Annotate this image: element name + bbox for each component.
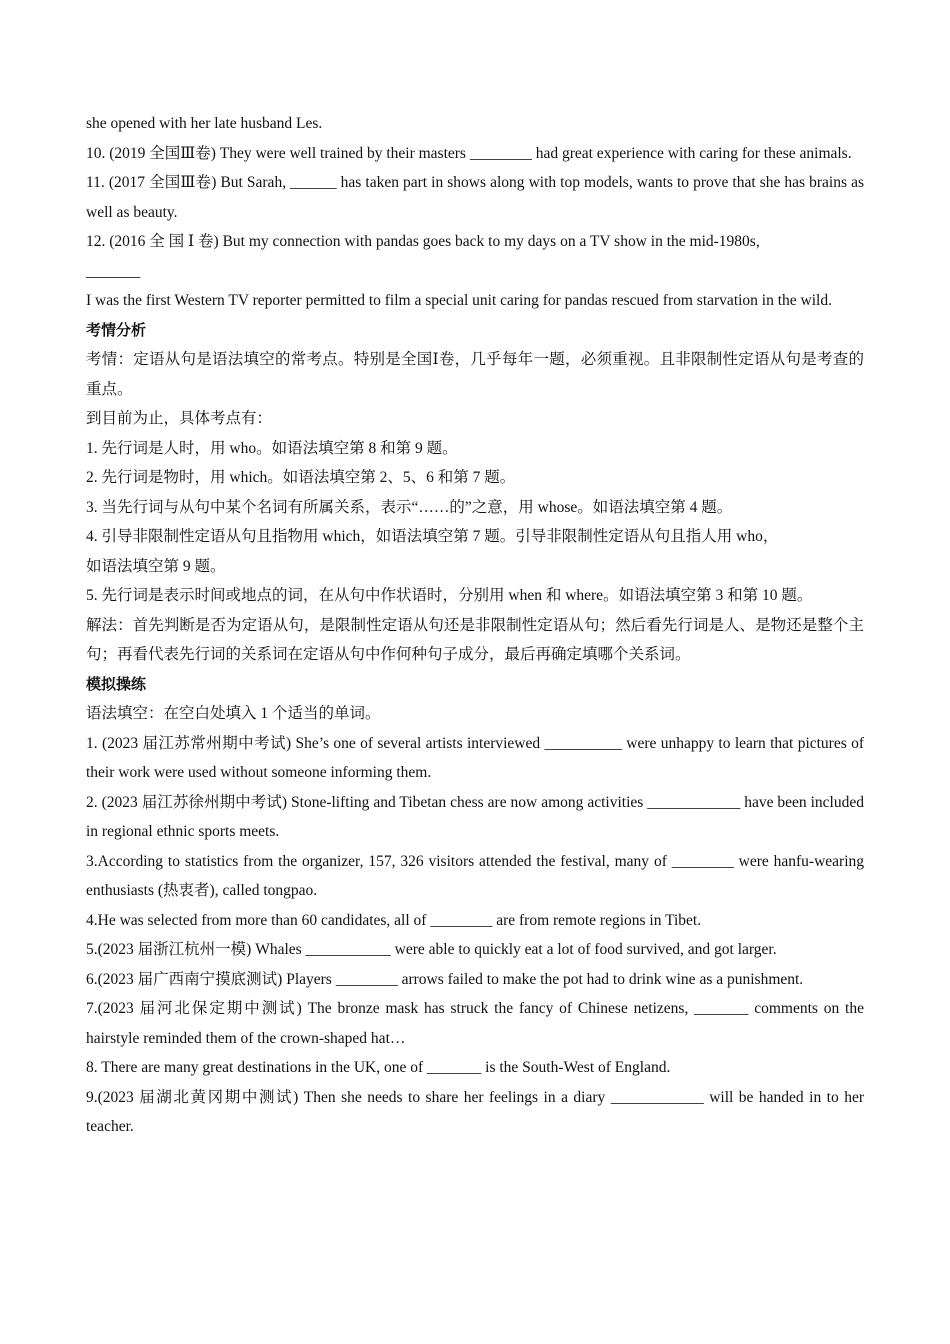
continued-sentence: she opened with her late husband Les.	[86, 115, 323, 132]
analysis-point-5: 5. 先行词是表示时间或地点的词，在从句中作状语时，分别用 when 和 where。如语法填空第 3 和第 10 题。	[86, 587, 813, 604]
analysis-lead: 到目前为止，具体考点有：	[86, 410, 273, 427]
practice-item-4: 4.He was selected from more than 60 candidates, all of ________ are from remote regions in Tibet.	[86, 911, 702, 929]
analysis-point-4-line1: 4. 引导非限制性定语从句且指物用 which，如语法填空第 7 题。引导非限制性定语从句且指人用 who，	[86, 528, 779, 545]
practice-heading: 模拟操练	[86, 674, 147, 693]
document-body	[86, 109, 864, 1142]
analysis-method: 解法：首先判断是否为定语从句，是限制性定语从句还是非限制性定语从句；然后看先行词是人、是物还是整个主句；再看代表先行词的关系词在定语从句中作何种句子成分，最后再确定填哪个关系词。	[86, 616, 864, 663]
question-12-rest: I was the first Western TV reporter permitted to film a special unit caring for pandas rescued from starvation in the wild.	[86, 292, 832, 309]
analysis-point-3: 3. 当先行词与从句中某个名词有所属关系，表示“……的”之意，用 whose。如语法填空第 4 题。	[86, 498, 733, 516]
question-11: 11. (2017 全国Ⅲ卷) But Sarah, ______ has taken part in shows along with top models, wants to prove that she has brains as well as beauty.	[86, 174, 864, 221]
practice-item-2: 2. (2023 届江苏徐州期中考试) Stone-lifting and Tibetan chess are now among activities ____________ have been included in regional ethnic sports meets.	[86, 793, 864, 840]
practice-item-5: 5.(2023 届浙江杭州一模) Whales ___________ were able to quickly eat a lot of food survived, and got larger.	[86, 941, 777, 958]
practice-instruction: 语法填空：在空白处填入 1 个适当的单词。	[86, 705, 381, 722]
practice-item-3: 3.According to statistics from the organizer, 157, 326 visitors attended the festival, many of ________ were hanfu-wearing enthusiasts (热衷者), called tongpao.	[86, 852, 864, 899]
question-12-blank: _______	[86, 262, 141, 280]
practice-item-1: 1. (2023 届江苏常州期中考试) She’s one of several artists interviewed __________ were unhappy to learn that pictures of their work were used without someone informing them.	[86, 734, 864, 781]
analysis-intro: 考情：定语从句是语法填空的常考点。特别是全国Ⅰ卷，几乎每年一题，必须重视。且非限制性定语从句是考查的重点。	[86, 351, 864, 398]
practice-item-6: 6.(2023 届广西南宁摸底测试) Players ________ arrows failed to make the pot had to drink wine as a punishment.	[86, 970, 804, 988]
analysis-point-1: 1. 先行词是人时，用 who。如语法填空第 8 和第 9 题。	[86, 439, 458, 457]
practice-item-8: 8. There are many great destinations in the UK, one of _______ is the South-West of England.	[86, 1059, 671, 1076]
analysis-point-4-line2: 如语法填空第 9 题。	[86, 557, 226, 575]
practice-item-7: 7.(2023 届河北保定期中测试) The bronze mask has struck the fancy of Chinese netizens, _______ comments on the hairstyle reminded them of the crown-shaped hat…	[86, 1000, 864, 1047]
question-10: 10. (2019 全国Ⅲ卷) They were well trained by their masters ________ had great experience with caring for these animals.	[86, 144, 852, 162]
analysis-point-2: 2. 先行词是物时，用 which。如语法填空第 2、5、6 和第 7 题。	[86, 469, 516, 486]
analysis-heading: 考情分析	[86, 320, 147, 339]
practice-item-9: 9.(2023 届湖北黄冈期中测试) Then she needs to share her feelings in a diary ____________ will be handed in to her teacher.	[86, 1088, 864, 1135]
question-12-line1: 12. (2016 全 国 Ⅰ 卷) But my connection with pandas goes back to my days on a TV show in the mid-1980s,	[86, 233, 760, 250]
